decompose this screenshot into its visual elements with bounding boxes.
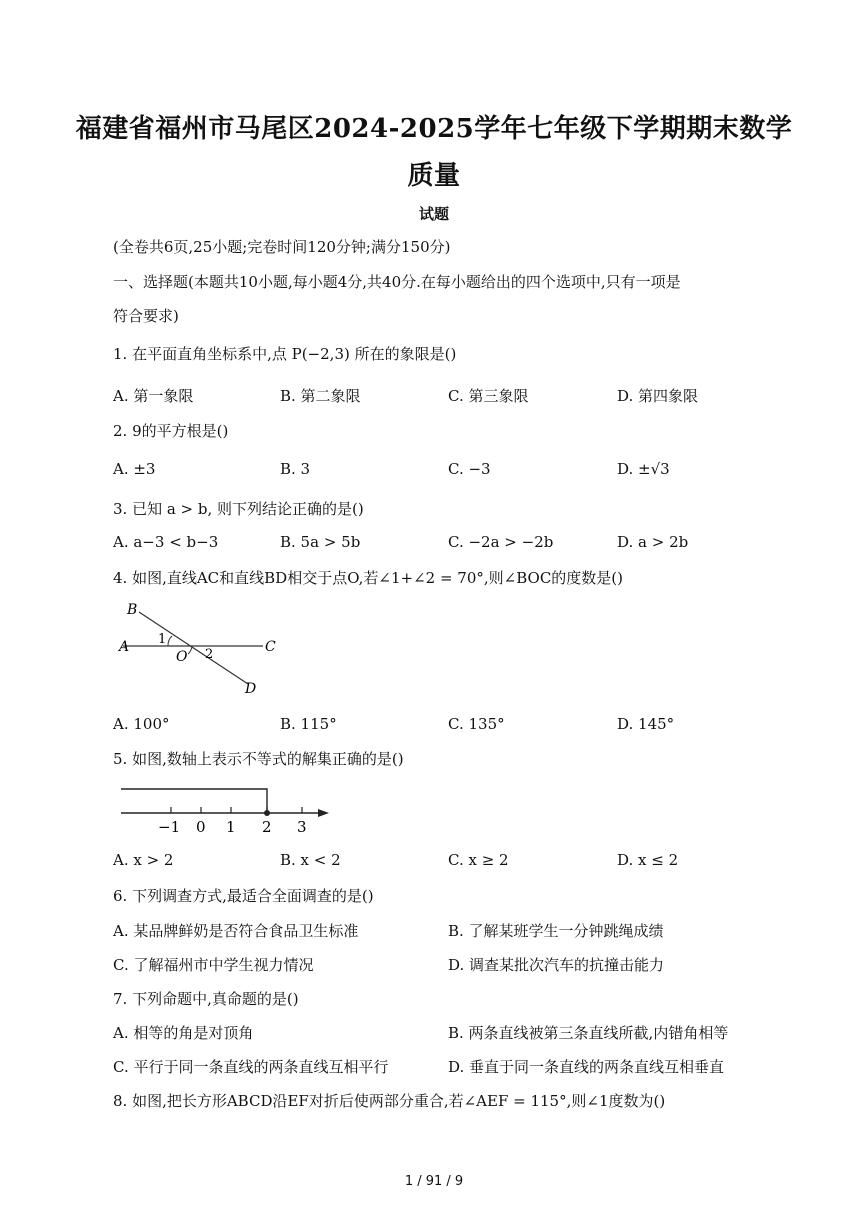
label-o: O bbox=[176, 649, 188, 665]
q1-option-c: C. 第三象限 bbox=[448, 387, 529, 405]
q3-option-d: D. a > 2b bbox=[617, 533, 689, 551]
closed-point bbox=[264, 810, 270, 816]
q6-option-a: A. 某品牌鲜奶是否符合食品卫生标准 bbox=[113, 922, 359, 940]
q4-option-c: C. 135° bbox=[448, 715, 505, 733]
q5-option-b: B. x < 2 bbox=[280, 851, 341, 869]
question-4-stem: 4. 如图,直线AC和直线BD相交于点O,若∠1+∠2 = 70°,则∠BOC的度数是() bbox=[113, 569, 623, 587]
figure-intersecting-lines bbox=[113, 598, 293, 702]
tick-label-1: 1 bbox=[226, 818, 236, 836]
label-c: C bbox=[265, 639, 276, 655]
label-a: A bbox=[119, 639, 130, 655]
q4-option-d: D. 145° bbox=[617, 715, 675, 733]
q7-option-a: A. 相等的角是对顶角 bbox=[113, 1024, 254, 1042]
q3-option-c: C. −2a > −2b bbox=[448, 533, 554, 551]
tick-label-3: 3 bbox=[297, 818, 307, 836]
q2-option-a: A. ±3 bbox=[113, 460, 156, 478]
q7-option-d: D. 垂直于同一条直线的两条直线互相垂直 bbox=[448, 1058, 725, 1076]
q2-option-c: C. −3 bbox=[448, 460, 491, 478]
section-heading: 一、选择题(本题共10小题,每小题4分,共40分.在每小题给出的四个选项中,只有一项是 bbox=[113, 273, 681, 291]
question-3-stem: 3. 已知 a > b, 则下列结论正确的是() bbox=[113, 500, 364, 518]
page-title: 福建省福州市马尾区2024-2025学年七年级下学期期末数学 bbox=[75, 114, 793, 144]
label-b: B bbox=[127, 602, 138, 618]
q4-option-b: B. 115° bbox=[280, 715, 337, 733]
q1-option-a: A. 第一象限 bbox=[113, 387, 194, 405]
page-title-line2: 质量 bbox=[407, 161, 461, 191]
q1-option-b: B. 第二象限 bbox=[280, 387, 361, 405]
q5-option-d: D. x ≤ 2 bbox=[617, 851, 679, 869]
section-heading-cont: 符合要求) bbox=[113, 307, 179, 325]
q1-option-d: D. 第四象限 bbox=[617, 387, 699, 405]
q7-option-b: B. 两条直线被第三条直线所截,内错角相等 bbox=[448, 1024, 729, 1042]
q2-option-b: B. 3 bbox=[280, 460, 311, 478]
label-d: D bbox=[245, 681, 257, 697]
q2-option-d: D. ±√3 bbox=[617, 460, 670, 478]
q4-option-a: A. 100° bbox=[113, 715, 170, 733]
label-angle-2: 2 bbox=[205, 647, 214, 662]
question-8-stem: 8. 如图,把长方形ABCD沿EF对折后使两部分重合,若∠AEF = 115°,则∠1度数为() bbox=[113, 1092, 666, 1110]
q7-option-c: C. 平行于同一条直线的两条直线互相平行 bbox=[113, 1058, 389, 1076]
tick-label-neg1: −1 bbox=[158, 818, 181, 836]
tick-label-2: 2 bbox=[262, 818, 272, 836]
question-1-stem: 1. 在平面直角坐标系中,点 P(−2,3) 所在的象限是() bbox=[113, 345, 457, 363]
page-subtitle: 试题 bbox=[418, 205, 449, 223]
page-number: 1 / 91 / 9 bbox=[404, 1174, 464, 1189]
tick-label-0: 0 bbox=[196, 818, 206, 836]
q6-option-d: D. 调查某批次汽车的抗撞击能力 bbox=[448, 956, 665, 974]
question-6-stem: 6. 下列调查方式,最适合全面调查的是() bbox=[113, 887, 374, 905]
question-7-stem: 7. 下列命题中,真命题的是() bbox=[113, 990, 299, 1008]
q5-option-c: C. x ≥ 2 bbox=[448, 851, 509, 869]
q3-option-b: B. 5a > 5b bbox=[280, 533, 361, 551]
q6-option-b: B. 了解某班学生一分钟跳绳成绩 bbox=[448, 922, 664, 940]
exam-intro: (全卷共6页,25小题;完卷时间120分钟;满分150分) bbox=[113, 238, 451, 256]
q3-option-a: A. a−3 < b−3 bbox=[113, 533, 219, 551]
q5-option-a: A. x > 2 bbox=[113, 851, 174, 869]
question-2-stem: 2. 9的平方根是() bbox=[113, 422, 229, 440]
figure-number-line bbox=[113, 780, 343, 838]
question-5-stem: 5. 如图,数轴上表示不等式的解集正确的是() bbox=[113, 750, 404, 768]
label-angle-1: 1 bbox=[158, 632, 167, 647]
q6-option-c: C. 了解福州市中学生视力情况 bbox=[113, 956, 314, 974]
